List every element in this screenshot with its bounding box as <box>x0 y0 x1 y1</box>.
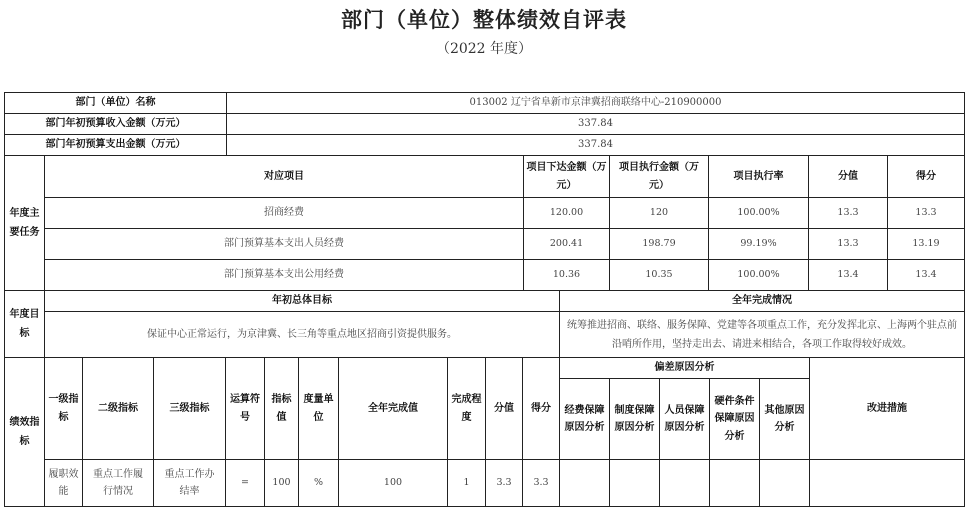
ind-funding <box>559 459 610 507</box>
ind-level2: 重点工作履行情况 <box>82 459 154 507</box>
tasks-header-score: 得分 <box>887 155 965 198</box>
ind-unit: % <box>298 459 339 507</box>
goals-section-label: 年度目标 <box>4 290 45 358</box>
ind-header-annual-value: 全年完成值 <box>338 357 448 460</box>
task-item: 部门预算基本支出公用经费 <box>44 259 524 291</box>
income-value: 337.84 <box>226 113 965 135</box>
ind-header-level1: 一级指标 <box>44 357 83 460</box>
ind-header-institutional: 制度保障原因分析 <box>609 378 660 460</box>
goals-target-text: 保证中心正常运行，为京津冀、长三角等重点地区招商引资提供服务。 <box>44 311 560 358</box>
task-points: 13.3 <box>808 197 888 229</box>
goals-completion-text: 统筹推进招商、联络、服务保障、党建等各项重点工作，充分发挥北京、上海两个驻点前沿哨所作用，坚持走出去、请进来相结合，各项工作取得较好成效。 <box>559 311 965 358</box>
goals-completion-header: 全年完成情况 <box>559 290 965 312</box>
goals-target-header: 年初总体目标 <box>44 290 560 312</box>
ind-header-level2: 二级指标 <box>82 357 154 460</box>
income-label: 部门年初预算收入金额（万元） <box>4 113 227 135</box>
indicators-section-label: 绩效指标 <box>4 357 45 507</box>
ind-completion-degree: 1 <box>447 459 486 507</box>
task-item: 部门预算基本支出人员经费 <box>44 228 524 260</box>
ind-hardware <box>709 459 760 507</box>
task-score: 13.3 <box>887 197 965 229</box>
task-item: 招商经费 <box>44 197 524 229</box>
task-executed: 10.35 <box>609 259 709 291</box>
task-score: 13.19 <box>887 228 965 260</box>
task-executed: 198.79 <box>609 228 709 260</box>
task-rate: 100.00% <box>708 197 809 229</box>
ind-header-unit: 度量单位 <box>298 357 339 460</box>
ind-operator: = <box>225 459 265 507</box>
task-rate: 99.19% <box>708 228 809 260</box>
ind-improvement <box>809 459 965 507</box>
ind-header-hardware: 硬件条件保障原因分析 <box>709 378 760 460</box>
task-executed: 120 <box>609 197 709 229</box>
tasks-header-executed: 项目执行金额（万元） <box>609 155 709 198</box>
task-allocated: 10.36 <box>523 259 610 291</box>
task-points: 13.3 <box>808 228 888 260</box>
expense-label: 部门年初预算支出金额（万元） <box>4 134 227 156</box>
ind-header-level3: 三级指标 <box>153 357 226 460</box>
tasks-header-points: 分值 <box>808 155 888 198</box>
ind-other <box>759 459 810 507</box>
ind-header-deviation-group: 偏差原因分析 <box>559 357 810 379</box>
task-allocated: 200.41 <box>523 228 610 260</box>
task-allocated: 120.00 <box>523 197 610 229</box>
ind-annual-value: 100 <box>338 459 448 507</box>
task-score: 13.4 <box>887 259 965 291</box>
expense-value: 337.84 <box>226 134 965 156</box>
ind-header-points: 分值 <box>485 357 523 460</box>
ind-header-funding: 经费保障原因分析 <box>559 378 610 460</box>
ind-indicator-value: 100 <box>264 459 299 507</box>
ind-header-completion-degree: 完成程度 <box>447 357 486 460</box>
ind-header-personnel: 人员保障原因分析 <box>659 378 710 460</box>
page-subtitle: （2022 年度） <box>435 41 533 57</box>
page-title: 部门（单位）整体绩效自评表 <box>341 8 627 32</box>
ind-header-indicator-value: 指标值 <box>264 357 299 460</box>
ind-institutional <box>609 459 660 507</box>
ind-header-other: 其他原因分析 <box>759 378 810 460</box>
tasks-header-rate: 项目执行率 <box>708 155 809 198</box>
ind-header-improvement: 改进措施 <box>809 357 965 460</box>
tasks-section-label: 年度主要任务 <box>4 155 45 291</box>
ind-level1: 履职效能 <box>44 459 83 507</box>
task-rate: 100.00% <box>708 259 809 291</box>
ind-score: 3.3 <box>522 459 560 507</box>
dept-name-label: 部门（单位）名称 <box>4 92 227 114</box>
ind-personnel <box>659 459 710 507</box>
ind-level3: 重点工作办结率 <box>153 459 226 507</box>
task-points: 13.4 <box>808 259 888 291</box>
ind-header-score: 得分 <box>522 357 560 460</box>
tasks-header-item: 对应项目 <box>44 155 524 198</box>
ind-header-operator: 运算符号 <box>225 357 265 460</box>
ind-points: 3.3 <box>485 459 523 507</box>
tasks-header-allocated: 项目下达金额（万元） <box>523 155 610 198</box>
dept-name-value: 013002 辽宁省阜新市京津冀招商联络中心-210900000 <box>226 92 965 114</box>
